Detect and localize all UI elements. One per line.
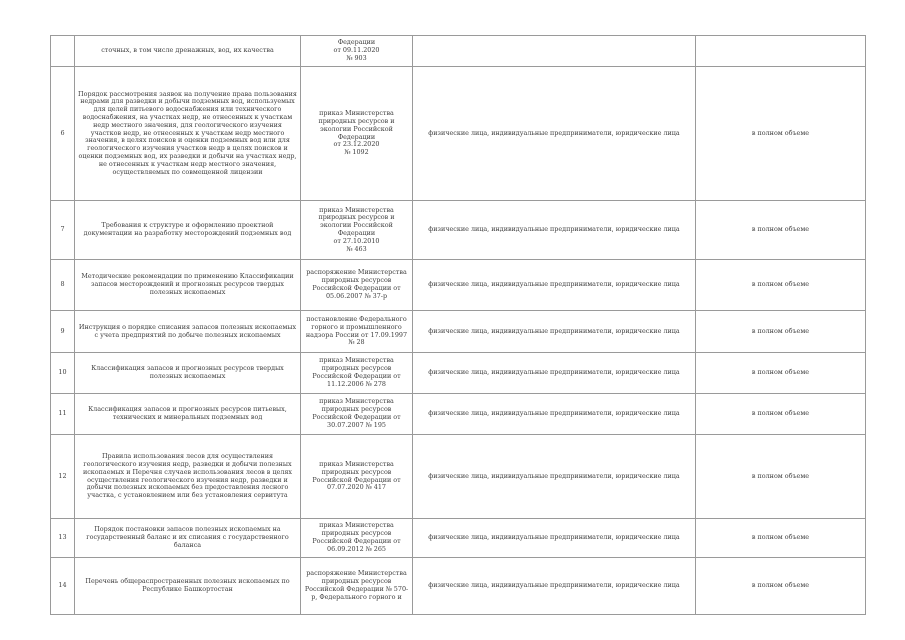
document-name: сточных, в том числе дренажных, вод, их качества bbox=[75, 36, 301, 67]
document-name: Порядок постановки запасов полезных ископаемых на государственный баланс и их списания с государственного баланса bbox=[75, 519, 301, 558]
document-name: Классификация запасов и прогнозных ресурсов твердых полезных ископаемых bbox=[75, 353, 301, 394]
application-scope: в полном объеме bbox=[696, 311, 866, 353]
approving-act: приказ Министерства природных ресурсов Российской Федерации от 30.07.2007 № 195 bbox=[301, 394, 413, 435]
table-row bbox=[51, 36, 866, 67]
affected-persons: физические лица, индивидуальные предприниматели, юридические лица bbox=[413, 519, 696, 558]
application-scope: в полном объеме bbox=[696, 519, 866, 558]
approving-act: приказ Министерства природных ресурсов Российской Федерации от 11.12.2006 № 278 bbox=[301, 353, 413, 394]
regulations-table bbox=[50, 35, 866, 615]
approving-act: распоряжение Министерства природных ресурсов Российской Федерации № 570-р, Федерального горного и bbox=[301, 558, 413, 615]
document-name: Требования к структуре и оформлению проектной документации на разработку месторождений подземных вод bbox=[75, 201, 301, 260]
row-number: 8 bbox=[51, 260, 75, 311]
table-row bbox=[51, 311, 866, 353]
row-number: 6 bbox=[51, 67, 75, 201]
row-number bbox=[51, 36, 75, 67]
row-number: 11 bbox=[51, 394, 75, 435]
affected-persons: физические лица, индивидуальные предприниматели, юридические лица bbox=[413, 353, 696, 394]
document-name: Правила использования лесов для осуществления геологического изучения недр, разведки и добычи полезных ископаемых и Перечня случаев использования лесов в целях осуществления геологического изучения недр, разведки и добычи полезных ископаемых без предоставления лесного участка, с установлением или без установления сервитута bbox=[75, 435, 301, 519]
table-row bbox=[51, 67, 866, 201]
table-row bbox=[51, 519, 866, 558]
application-scope: в полном объеме bbox=[696, 558, 866, 615]
affected-persons: физические лица, индивидуальные предприниматели, юридические лица bbox=[413, 311, 696, 353]
application-scope: в полном объеме bbox=[696, 67, 866, 201]
affected-persons: физические лица, индивидуальные предприниматели, юридические лица bbox=[413, 201, 696, 260]
application-scope: в полном объеме bbox=[696, 435, 866, 519]
row-number: 14 bbox=[51, 558, 75, 615]
affected-persons: физические лица, индивидуальные предприниматели, юридические лица bbox=[413, 67, 696, 201]
document-name: Порядок рассмотрения заявок на получение права пользования недрами для разведки и добычи подземных вод, используемых для целей питьевого водоснабжения или технического водоснабжения, на участках недр, не отнесенных к участкам недр местного значения, для геологического изучения участков недр, не отнесенных к участкам недр местного значения, в целях поисков и оценки подземных вод или для геологического изучения участков недр в целях поисков и оценки подземных вод, их разведки и добычи на участках недр, не отнесенных к участкам недр местного значения, осуществляемых по совмещенной лицензии bbox=[75, 67, 301, 201]
document-name: Методические рекомендации по применению Классификации запасов месторождений и прогнозных ресурсов твердых полезных ископаемых bbox=[75, 260, 301, 311]
application-scope: в полном объеме bbox=[696, 394, 866, 435]
table-row bbox=[51, 353, 866, 394]
table-row bbox=[51, 435, 866, 519]
affected-persons: физические лица, индивидуальные предприниматели, юридические лица bbox=[413, 435, 696, 519]
row-number: 7 bbox=[51, 201, 75, 260]
table-row bbox=[51, 558, 866, 615]
application-scope: в полном объеме bbox=[696, 260, 866, 311]
application-scope: в полном объеме bbox=[696, 353, 866, 394]
approving-act: приказ Министерства природных ресурсов Российской Федерации от 06.09.2012 № 265 bbox=[301, 519, 413, 558]
document-name: Классификация запасов и прогнозных ресурсов питьевых, технических и минеральных подземных вод bbox=[75, 394, 301, 435]
approving-act: Федерации от 09.11.2020 № 903 bbox=[301, 36, 413, 67]
approving-act: постановление Федерального горного и промышленного надзора России от 17.09.1997 № 28 bbox=[301, 311, 413, 353]
application-scope bbox=[696, 36, 866, 67]
approving-act: приказ Министерства природных ресурсов и экологии Российской Федерации от 23.12.2020 № 1092 bbox=[301, 67, 413, 201]
document-name: Перечень общераспространенных полезных ископаемых по Республике Башкортостан bbox=[75, 558, 301, 615]
application-scope: в полном объеме bbox=[696, 201, 866, 260]
affected-persons: физические лица, индивидуальные предприниматели, юридические лица bbox=[413, 558, 696, 615]
approving-act: приказ Министерства природных ресурсов Российской Федерации от 07.07.2020 № 417 bbox=[301, 435, 413, 519]
approving-act: приказ Министерства природных ресурсов и экологии Российской Федерации от 27.10.2010 № 463 bbox=[301, 201, 413, 260]
row-number: 10 bbox=[51, 353, 75, 394]
table-row bbox=[51, 260, 866, 311]
table-row bbox=[51, 201, 866, 260]
row-number: 9 bbox=[51, 311, 75, 353]
affected-persons: физические лица, индивидуальные предприниматели, юридические лица bbox=[413, 394, 696, 435]
affected-persons bbox=[413, 36, 696, 67]
row-number: 13 bbox=[51, 519, 75, 558]
table-row bbox=[51, 394, 866, 435]
row-number: 12 bbox=[51, 435, 75, 519]
approving-act: распоряжение Министерства природных ресурсов Российской Федерации от 05.06.2007 № 37-р bbox=[301, 260, 413, 311]
document-name: Инструкция о порядке списания запасов полезных ископаемых с учета предприятий по добыче полезных ископаемых bbox=[75, 311, 301, 353]
affected-persons: физические лица, индивидуальные предприниматели, юридические лица bbox=[413, 260, 696, 311]
